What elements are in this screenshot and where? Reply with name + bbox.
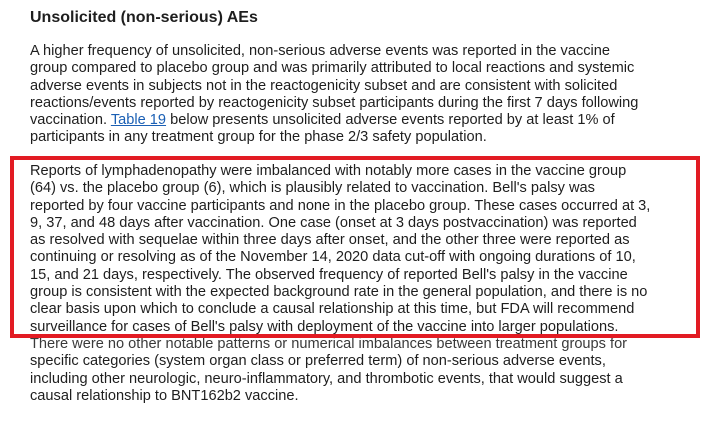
- text-line: surveillance for cases of Bell's palsy with deployment of the vaccine into larger populations.: [30, 318, 619, 335]
- paragraph-intro: [30, 43, 700, 147]
- section-heading: Unsolicited (non-serious) AEs: [30, 9, 258, 26]
- text-line: There were no other notable patterns or numerical imbalances between treatment groups for: [30, 336, 628, 352]
- text-line: (64) vs. the placebo group (6), which is plausibly related to vaccination. Bell's palsy was: [30, 180, 595, 197]
- text-line: group is consistent with the expected background rate in the general population, and there is no: [30, 284, 648, 301]
- text-line: including other neurologic, neuro-inflammatory, and thrombotic events, that would suggest a: [30, 370, 623, 387]
- text-line: adverse events in subjects not in the reactogenicity subset and are consistent with solicited: [30, 77, 618, 94]
- text-line: 15, and 21 days, respectively. The observed frequency of reported Bell's palsy in the vaccine: [30, 266, 628, 283]
- text-line-with-link: [30, 112, 700, 129]
- text-line: participants in any treatment group for the phase 2/3 safety population.: [30, 129, 487, 146]
- text-line: Reports of lymphadenopathy were imbalanced with notably more cases in the vaccine group: [30, 163, 627, 179]
- paragraph-highlighted: [30, 163, 700, 336]
- text-line: 9, 37, and 48 days after vaccination. One case (onset at 3 days postvaccination) was reported: [30, 214, 637, 231]
- text-line: reactions/events reported by reactogenicity subset participants during the first 7 days following: [30, 94, 639, 111]
- text-line: A higher frequency of unsolicited, non-serious adverse events was reported in the vaccine: [30, 43, 611, 59]
- paragraph-conclusion: [30, 336, 700, 405]
- text-line: clear basis upon which to conclude a causal relationship at this time, but FDA will recommend: [30, 301, 635, 318]
- table-19-link[interactable]: Table 19: [110, 112, 167, 129]
- text-segment: below presents unsolicited adverse events reported by at least 1% of: [166, 112, 615, 129]
- text-segment: vaccination.: [30, 112, 111, 129]
- text-line: specific categories (system organ class or preferred term) of non-serious adverse events,: [30, 353, 606, 370]
- text-line: causal relationship to BNT162b2 vaccine.: [30, 387, 299, 404]
- text-line: reported by four vaccine participants and none in the placebo group. These cases occurred at 3,: [30, 197, 651, 214]
- text-line: group compared to placebo group and was primarily attributed to local reactions and systemic: [30, 60, 635, 77]
- text-line: as resolved with sequelae within three days after onset, and the other three were reported as: [30, 232, 630, 249]
- text-line: continuing or resolving as of the November 14, 2020 data cut-off with ongoing durations of 10,: [30, 249, 636, 266]
